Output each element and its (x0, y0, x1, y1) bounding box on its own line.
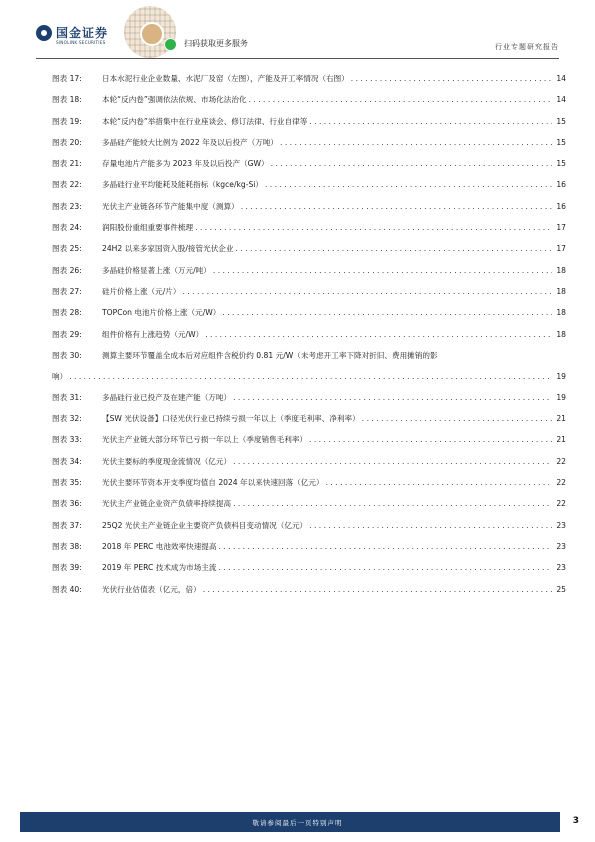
toc-figure-label: 图表 30: (52, 350, 82, 360)
toc-figure-label: 图表 33: (52, 435, 82, 445)
page-footer (0, 802, 595, 842)
toc-figure-label: 图表 23: (52, 201, 82, 211)
toc-leader-dots (309, 520, 552, 531)
toc-leader-dots (351, 73, 552, 84)
toc-figure-title: 多晶硅价格显著上涨（万元/吨） (102, 265, 211, 275)
toc-leader-dots (309, 434, 552, 445)
toc-figure-label: 图表 34: (52, 456, 82, 466)
toc-leader-dots (280, 137, 552, 148)
toc-entry[interactable] (52, 562, 566, 583)
toc-figure-label: 图表 24: (52, 223, 82, 233)
toc-page-number: 18 (556, 308, 566, 318)
toc-figure-label: 图表 21: (52, 159, 82, 169)
toc-page-number: 23 (556, 563, 566, 573)
toc-figure-label: 图表 35: (52, 478, 82, 488)
toc-figure-label: 图表 25: (52, 244, 82, 254)
toc-leader-dots (309, 116, 552, 127)
logo-chinese-name: 国金证券 (56, 26, 109, 40)
toc-figure-title: 多晶硅行业平均能耗及能耗指标（kgce/kg-Si） (102, 180, 264, 190)
toc-entry[interactable] (52, 265, 566, 286)
toc-figure-label: 图表 20: (52, 137, 82, 147)
toc-figure-title: 多晶硅产能较大比例为 2022 年及以后投产（万吨） (102, 137, 279, 147)
toc-figure-label: 图表 18: (52, 95, 82, 105)
toc-entry[interactable] (52, 222, 566, 243)
toc-entry[interactable] (52, 434, 566, 455)
toc-entry[interactable] (52, 413, 566, 434)
scan-prompt: 扫码获取更多服务 (184, 39, 248, 48)
report-type: 行业专题研究报告 (495, 43, 559, 51)
toc-leader-dots (222, 307, 552, 318)
toc-figure-title-continuation: 响） (52, 371, 68, 381)
table-of-figures (52, 73, 566, 605)
toc-page-number: 18 (556, 286, 566, 296)
toc-page-number: 19 (556, 371, 566, 381)
toc-page-number: 16 (556, 180, 566, 190)
toc-leader-dots (362, 413, 552, 424)
toc-figure-label: 图表 40: (52, 584, 82, 594)
toc-page-number: 23 (556, 541, 566, 551)
toc-figure-title: 光伏行业估值表（亿元，倍） (102, 584, 201, 594)
toc-leader-dots (195, 222, 552, 233)
toc-page-number: 21 (556, 435, 566, 445)
toc-entry[interactable] (52, 392, 566, 413)
sinolink-logo-icon (36, 25, 52, 41)
toc-figure-title: 【SW 光伏设备】口径光伏行业已持续亏损一年以上（季度毛利率、净利率） (102, 414, 360, 424)
toc-page-number: 17 (556, 223, 566, 233)
toc-entry[interactable] (52, 498, 566, 519)
toc-leader-dots (203, 584, 552, 595)
toc-page-number: 15 (556, 159, 566, 169)
toc-figure-label: 图表 27: (52, 286, 82, 296)
toc-leader-dots (183, 286, 553, 297)
toc-figure-title: 光伏主产业链大部分环节已亏损一年以上（季度销售毛利率） (102, 435, 308, 445)
toc-figure-label: 图表 39: (52, 563, 82, 573)
toc-leader-dots (219, 562, 553, 573)
toc-figure-label: 图表 28: (52, 308, 82, 318)
toc-page-number: 19 (556, 392, 566, 402)
toc-leader-dots (213, 265, 552, 276)
toc-page-number: 22 (556, 456, 566, 466)
toc-figure-title: 存量电池片产能多为 2023 年及以后投产（GW） (102, 159, 269, 169)
page-number: 3 (572, 816, 579, 826)
toc-leader-dots (233, 392, 552, 403)
toc-leader-dots (249, 94, 552, 105)
toc-page-number: 18 (556, 329, 566, 339)
toc-figure-title: 24H2 以来多家国资入股/接管光伏企业 (102, 244, 234, 254)
toc-page-number: 17 (556, 244, 566, 254)
toc-figure-title: 2019 年 PERC 技术成为市场主流 (102, 563, 217, 573)
toc-page-number: 15 (556, 116, 566, 126)
toc-entry[interactable] (52, 477, 566, 498)
toc-page-number: 22 (556, 478, 566, 488)
toc-entry[interactable] (52, 456, 566, 477)
toc-entry[interactable] (52, 94, 566, 115)
toc-figure-label: 图表 17: (52, 74, 82, 83)
toc-figure-title: 光伏主产业链各环节产能集中度（测算） (102, 201, 239, 211)
toc-entry[interactable] (52, 73, 566, 94)
toc-figure-title: 硅片价格上涨（元/片） (102, 286, 181, 296)
toc-figure-title: 25Q2 光伏主产业链企业主要资产负债科目变动情况（亿元） (102, 520, 308, 530)
toc-figure-title: TOPCon 电池片价格上涨（元/W） (102, 308, 221, 318)
toc-leader-dots (205, 329, 552, 340)
header-divider (36, 58, 559, 59)
toc-figure-label: 图表 37: (52, 520, 82, 530)
toc-leader-dots (241, 201, 552, 212)
toc-figure-label: 图表 29: (52, 329, 82, 339)
toc-figure-label: 图表 26: (52, 265, 82, 275)
toc-figure-title: 本轮“反内卷”强调依法依规、市场化法治化 (102, 95, 247, 105)
toc-entry-line (52, 371, 566, 382)
toc-figure-title: 2018 年 PERC 电池效率快速提高 (102, 541, 217, 551)
toc-leader-dots (233, 456, 552, 467)
toc-figure-label: 图表 38: (52, 541, 82, 551)
toc-figure-label: 图表 36: (52, 499, 82, 509)
toc-leader-dots (271, 158, 552, 169)
qr-center-logo (140, 22, 164, 46)
wechat-badge-icon (164, 38, 177, 51)
toc-figure-title: 光伏主要标的季度现金流情况（亿元） (102, 456, 232, 466)
toc-entry[interactable] (52, 116, 566, 137)
toc-entry[interactable] (52, 179, 566, 200)
toc-figure-label: 图表 19: (52, 116, 82, 126)
toc-entry-line (52, 350, 566, 361)
toc-page-number: 22 (556, 499, 566, 509)
toc-page-number: 14 (556, 74, 566, 83)
toc-entry[interactable] (52, 286, 566, 307)
toc-figure-title: 测算主要环节覆盖全成本后对应组件含税价约 0.81 元/W（未考虑开工率下降对折旧、费用摊销的影 (102, 350, 438, 360)
toc-figure-label: 图表 31: (52, 392, 82, 402)
toc-figure-title: 润阳股份重组重要事件梳理 (102, 223, 194, 233)
toc-figure-title: 光伏主要环节资本开支季度均值自 2024 年以来快速回落（亿元） (102, 478, 324, 488)
toc-entry[interactable] (52, 243, 566, 264)
toc-entry[interactable] (52, 350, 566, 392)
toc-entry[interactable] (52, 158, 566, 179)
footer-disclaimer: 敬请参阅最后一页特别声明 (252, 819, 343, 827)
page-header (0, 0, 595, 64)
toc-figure-title: 光伏主产业链企业资产负债率持续提高 (102, 499, 232, 509)
toc-entry[interactable] (52, 201, 566, 222)
toc-entry[interactable] (52, 520, 566, 541)
toc-figure-title: 本轮“反内卷”举措集中在行业座谈会、修订法律、行业自律等 (102, 116, 308, 126)
toc-figure-title: 日本水泥行业企业数量、水泥厂及窑（左图），产能及开工率情况（右图） (102, 74, 349, 83)
toc-page-number: 16 (556, 201, 566, 211)
toc-entry[interactable] (52, 541, 566, 562)
toc-figure-title: 多晶硅行业已投产及在建产能（万吨） (102, 392, 232, 402)
toc-leader-dots (236, 243, 553, 254)
toc-figure-label: 图表 32: (52, 414, 82, 424)
toc-figure-label: 图表 22: (52, 180, 82, 190)
toc-leader-dots (233, 498, 552, 509)
toc-page-number: 23 (556, 520, 566, 530)
toc-leader-dots (219, 541, 553, 552)
toc-leader-dots (326, 477, 552, 488)
toc-entry[interactable] (52, 137, 566, 158)
toc-page-number: 21 (556, 414, 566, 424)
toc-entry[interactable] (52, 329, 566, 350)
toc-page-number: 18 (556, 265, 566, 275)
logo-english-name: SINOLINK SECURITIES (56, 40, 106, 45)
toc-entry[interactable] (52, 584, 566, 605)
toc-leader-dots (69, 371, 552, 382)
toc-figure-title: 组件价格有上涨趋势（元/W） (102, 329, 204, 339)
toc-entry[interactable] (52, 307, 566, 328)
toc-leader-dots (265, 179, 552, 190)
toc-page-number: 25 (556, 584, 566, 594)
toc-page-number: 14 (556, 95, 566, 105)
company-logo (36, 22, 116, 48)
toc-page-number: 15 (556, 137, 566, 147)
